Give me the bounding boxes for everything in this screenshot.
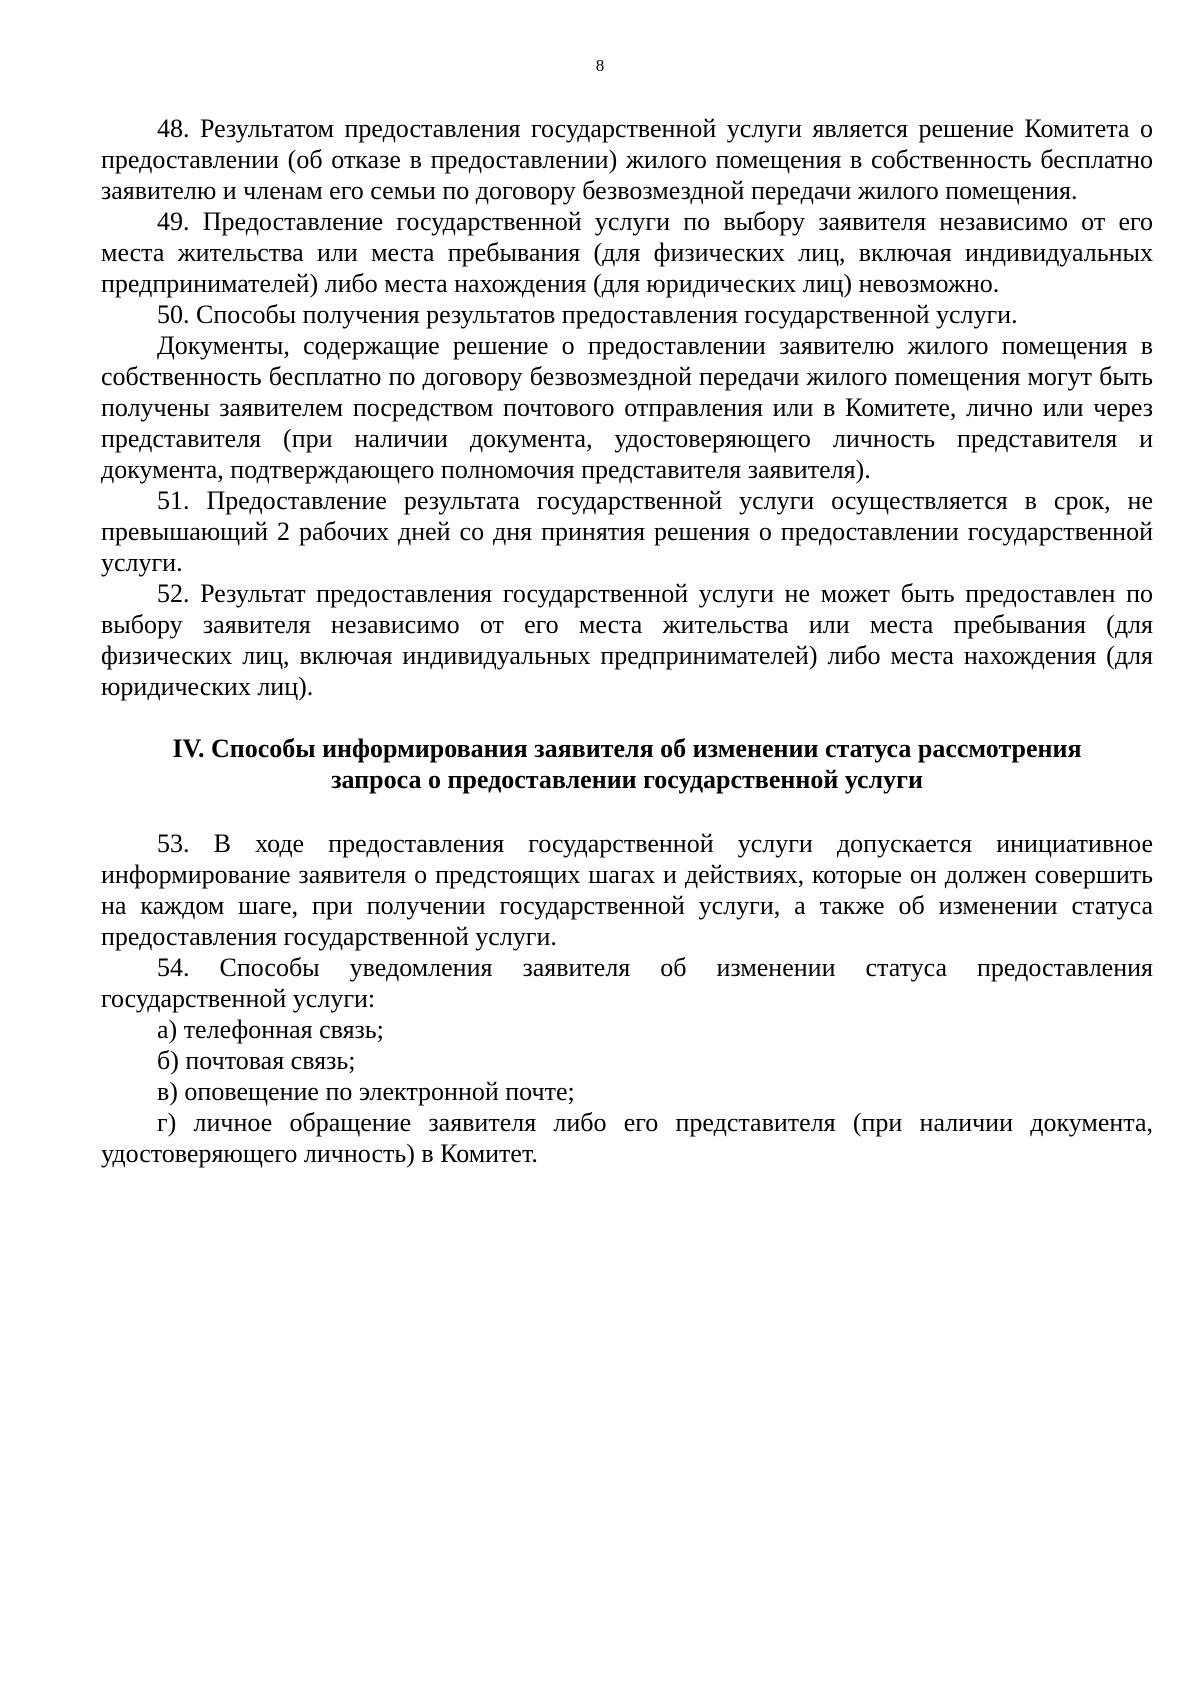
paragraph-50: 50. Способы получения результатов предоставления государственной услуги. [157, 300, 1018, 329]
list-item-g: г) личное обращение заявителя либо его представителя (при наличии документа, удостоверяющего личность) в Комитет. [101, 1108, 1153, 1168]
page-number: 8 [595, 56, 605, 75]
document-body [101, 113, 1153, 1169]
paragraph-54: 54. Способы уведомления заявителя об изменении статуса предоставления государственной услуги: [101, 953, 1153, 1013]
list-item-v: в) оповещение по электронной почте; [157, 1077, 575, 1106]
paragraph-50-documents: Документы, содержащие решение о предоставлении заявителю жилого помещения в собственность бесплатно по договору безвозмездной передачи жилого помещения могут быть получены заявителем посредством почтового отправления или в Комитете, лично или через представителя (при наличии документа, удостоверяющего личность представителя и документа, подтверждающего полномочия представителя заявителя). [101, 331, 1153, 484]
section-heading-line-2: запроса о предоставлении государственной услуги [331, 765, 923, 794]
section-heading-line-1: IV. Способы информирования заявителя об изменении статуса рассмотрения [172, 734, 1082, 763]
paragraph-49: 49. Предоставление государственной услуги по выбору заявителя независимо от его места жительства или места пребывания (для физических лиц, включая индивидуальных предпринимателей) либо места нахождения (для юридических лиц) невозможно. [101, 207, 1153, 298]
paragraph-52: 52. Результат предоставления государственной услуги не может быть предоставлен по выбору заявителя независимо от его места жительства или места пребывания (для физических лиц, включая индивидуальных предпринимателей) либо места нахождения (для юридических лиц). [101, 579, 1153, 701]
paragraph-51: 51. Предоставление результата государственной услуги осуществляется в срок, не превышающий 2 рабочих дней со дня принятия решения о предоставлении государственной услуги. [101, 486, 1153, 577]
paragraph-53: 53. В ходе предоставления государственной услуги допускается инициативное информирование заявителя о предстоящих шагах и действиях, которые он должен совершить на каждом шаге, при получении государственной услуги, а также об изменении статуса предоставления государственной услуги. [101, 829, 1153, 951]
list-item-a: а) телефонная связь; [157, 1015, 384, 1044]
section-heading [101, 733, 1153, 795]
paragraph-48: 48. Результатом предоставления государственной услуги является решение Комитета о предоставлении (об отказе в предоставлении) жилого помещения в собственность бесплатно заявителю и членам его семьи по договору безвозмездной передачи жилого помещения. [101, 114, 1153, 205]
list-item-b: б) почтовая связь; [157, 1046, 356, 1075]
